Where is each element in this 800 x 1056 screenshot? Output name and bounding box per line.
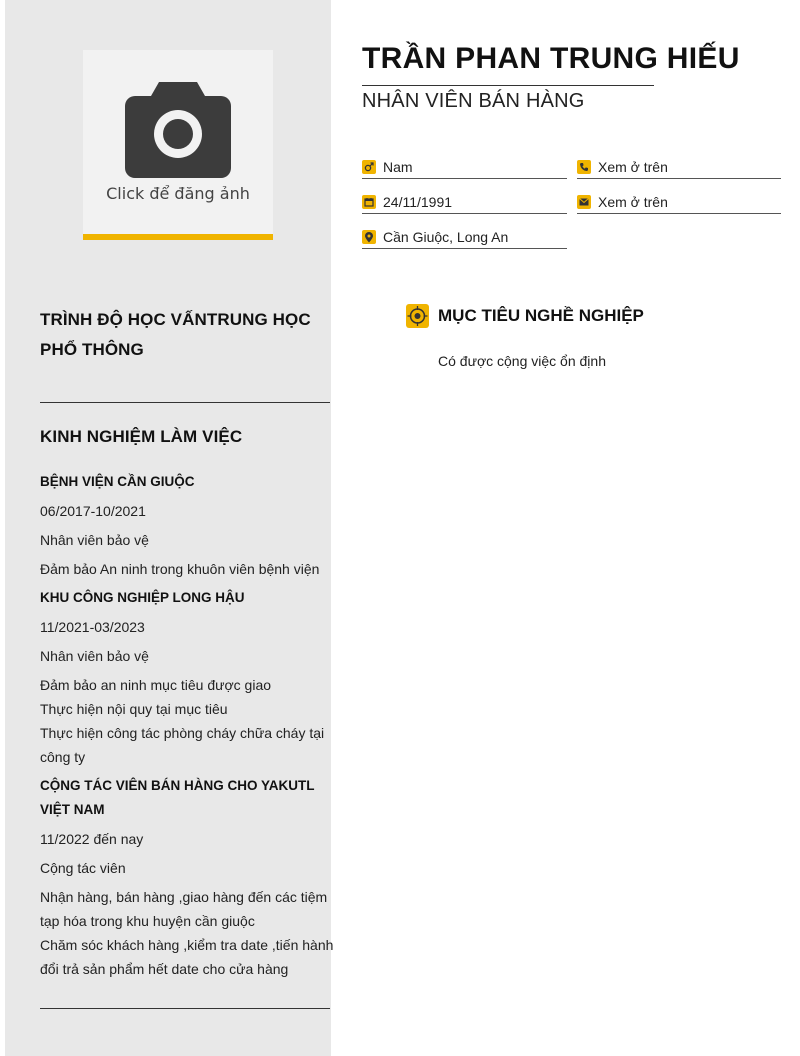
job-company: BỆNH VIỆN CẦN GIUỘC — [40, 474, 195, 489]
job-company: CỘNG TÁC VIÊN BÁN HÀNG CHO YAKUTL VIỆT NAM — [40, 778, 315, 817]
info-address-value: Cần Giuộc, Long An — [383, 229, 509, 245]
photo-upload-label: Click để đăng ảnh — [106, 184, 250, 203]
target-icon — [406, 304, 429, 328]
divider — [40, 1008, 330, 1009]
info-email-value: Xem ở trên — [598, 194, 668, 210]
calendar-icon — [362, 195, 376, 209]
info-address[interactable] — [362, 226, 567, 249]
phone-icon — [577, 160, 591, 174]
info-gender-value: Nam — [383, 159, 413, 175]
job-role: Cộng tác viên — [40, 860, 126, 876]
gender-icon — [362, 160, 376, 174]
objective-text: Có được cộng việc ổn định — [438, 353, 606, 369]
job-detail: Thực hiện công tác phòng cháy chữa cháy tại công ty — [40, 725, 325, 765]
job-detail: Chăm sóc khách hàng ,kiểm tra date ,tiến hành đổi trả sản phẩm hết date cho cửa hàng — [40, 937, 334, 977]
education-title: TRÌNH ĐỘ HỌC VẤNTRUNG HỌC PHỔ THÔNG — [40, 310, 311, 359]
photo-upload[interactable] — [83, 50, 273, 240]
job-title: NHÂN VIÊN BÁN HÀNG — [362, 90, 585, 112]
candidate-name: TRẦN PHAN TRUNG HIẾU — [362, 42, 740, 75]
job-role: Nhân viên bảo vệ — [40, 648, 149, 664]
info-phone-value: Xem ở trên — [598, 159, 668, 175]
job-detail: Đảm bảo an ninh mục tiêu được giao — [40, 677, 272, 693]
objective-title: MỤC TIÊU NGHỀ NGHIỆP — [438, 306, 644, 325]
job-period: 11/2022 đến nay — [40, 831, 144, 847]
job-period: 06/2017-10/2021 — [40, 503, 146, 519]
name-underline — [362, 85, 654, 86]
job-role: Nhân viên bảo vệ — [40, 532, 149, 548]
mail-icon — [577, 195, 591, 209]
job-detail: Đảm bảo An ninh trong khuôn viên bệnh viện — [40, 561, 320, 577]
job-detail: Thực hiện nội quy tại mục tiêu — [40, 701, 228, 717]
experience-list — [40, 470, 334, 981]
location-pin-icon — [362, 230, 376, 244]
info-phone[interactable] — [577, 156, 781, 179]
job-company: KHU CÔNG NGHIỆP LONG HẬU — [40, 590, 245, 605]
camera-icon — [121, 78, 235, 178]
divider — [40, 402, 330, 403]
info-email[interactable] — [577, 191, 781, 214]
sidebar — [5, 0, 334, 1056]
job-period: 11/2021-03/2023 — [40, 619, 145, 635]
experience-title: KINH NGHIỆM LÀM VIỆC — [40, 427, 243, 446]
info-birthday[interactable] — [362, 191, 567, 214]
job-detail: Nhận hàng, bán hàng ,giao hàng đến các tiệm tạp hóa trong khu huyện cần giuộc — [40, 889, 328, 929]
info-birthday-value: 24/11/1991 — [383, 194, 453, 210]
info-gender[interactable] — [362, 156, 567, 179]
